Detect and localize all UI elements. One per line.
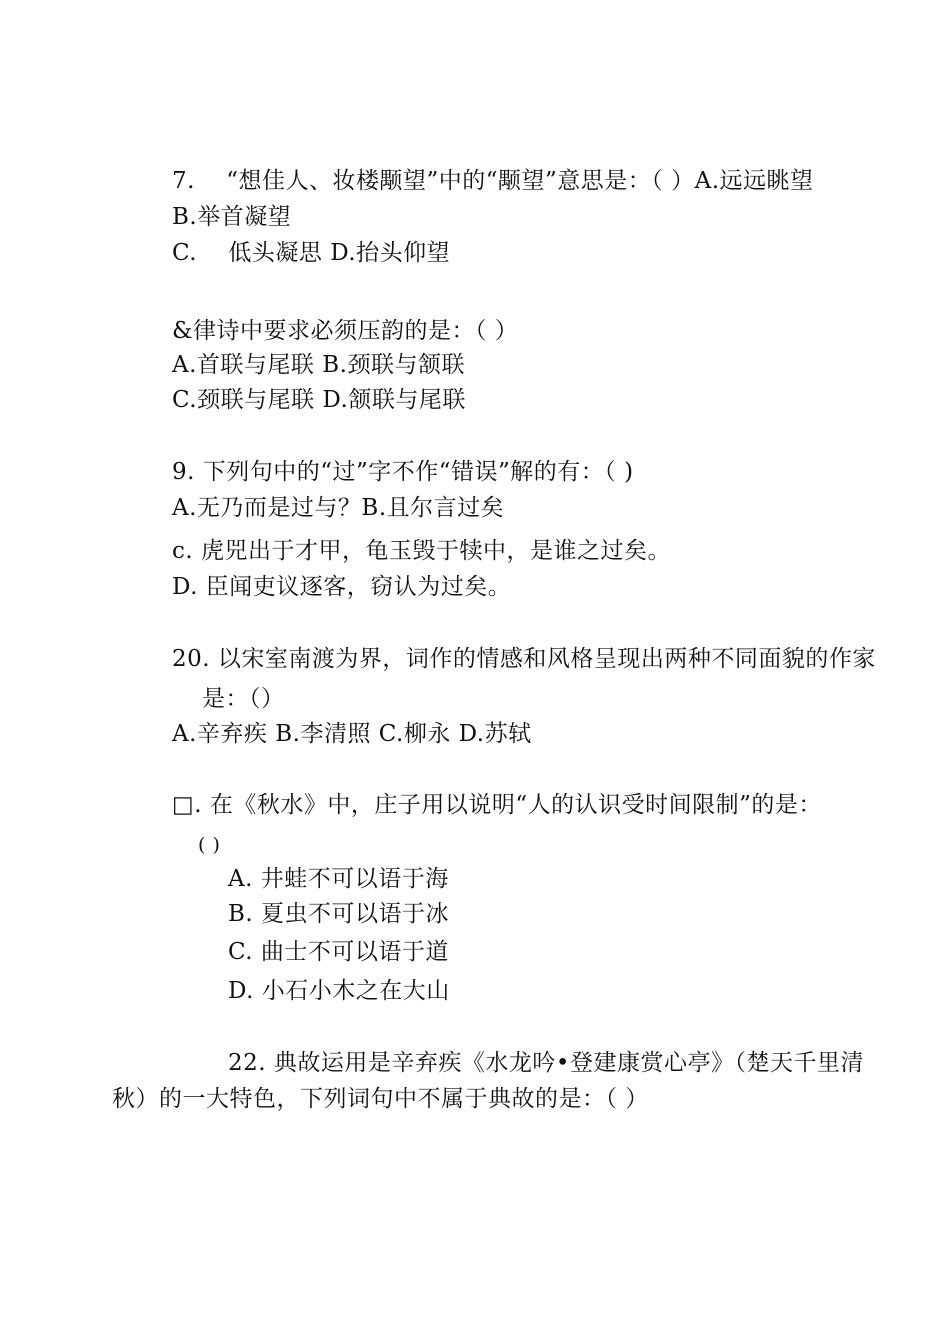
question-21-option-c: C. 曲士不可以语于道 (228, 939, 449, 965)
question-9-line-2: A.无乃而是过与？B.且尔言过矣 (172, 495, 505, 521)
question-21-option-a: A. 井蛙不可以语于海 (228, 866, 449, 892)
question-21-line-2: ( ) (198, 834, 221, 856)
question-9-line-1: 9. 下列句中的“过”字不作“错误”解的有：（ ) (172, 459, 634, 485)
question-20-line-3: A.辛弃疾 B.李清照 C.柳永 D.苏轼 (172, 721, 532, 747)
question-7-line-3: C. 低头凝思 D.抬头仰望 (172, 240, 451, 266)
question-20-line-2: 是：（） (202, 686, 285, 712)
question-8-line-3: C.颈联与尾联 D.颔联与尾联 (172, 387, 466, 413)
question-20-line-1: 20. 以宋室南渡为界，词作的情感和风格呈现出两种不同面貌的作家 (172, 646, 876, 672)
question-21-option-b: B. 夏虫不可以语于冰 (228, 901, 450, 927)
question-7-line-2: B.举首凝望 (172, 204, 292, 230)
question-22-line-1: 22. 典故运用是辛弃疾《水龙吟•登建康赏心亭》（楚天千里清 (228, 1050, 864, 1076)
question-8-line-2: A.首联与尾联 B.颈联与颔联 (172, 352, 465, 378)
question-7-line-1: 7. “想佳人、妆楼颙望”中的“颙望”意思是：（ ）A.远远眺望 (172, 168, 814, 194)
question-22-line-2: 秋）的一大特色，下列词句中不属于典故的是：（ ） (112, 1086, 649, 1112)
question-9-line-4: D. 臣闻吏议逐客，窃认为过矣。 (172, 574, 512, 600)
question-8-line-1: &律诗中要求必须压韵的是：（ ） (172, 318, 519, 344)
question-21-line-1: □. 在《秋水》中，庄子用以说明“人的认识受时间限制”的是： (172, 792, 822, 818)
question-9-line-3: c. 虎兕出于才甲，龟玉毁于犊中，是谁之过矣。 (172, 538, 672, 564)
question-21-option-d: D. 小石小木之在大山 (228, 978, 450, 1004)
